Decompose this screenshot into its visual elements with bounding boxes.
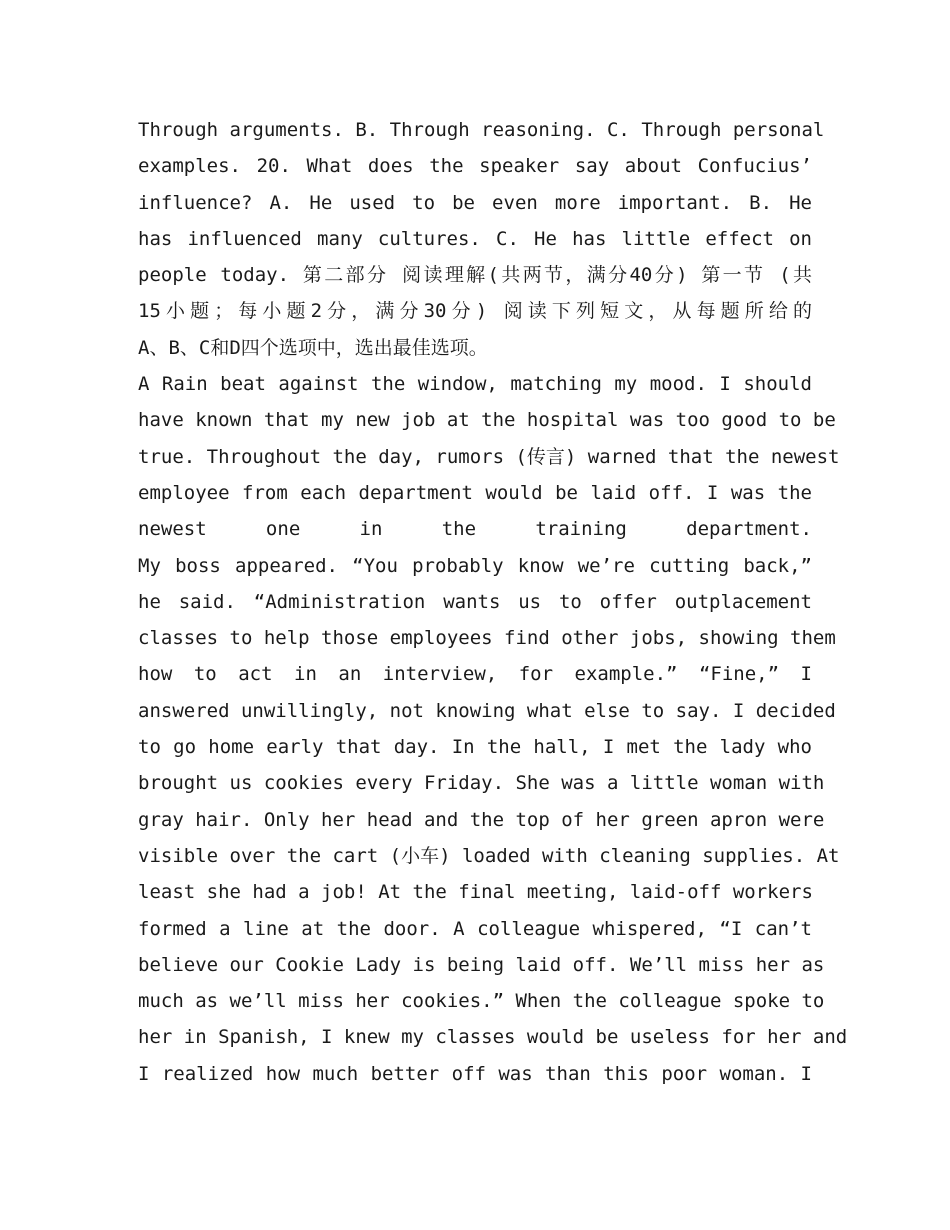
text-line: classes to help those employees find other jobs, showing them	[138, 627, 836, 650]
text-line: how to act in an interview, for example.” “Fine,” I	[138, 663, 812, 686]
text-line: formed a line at the door. A colleague whispered, “I can’t	[138, 917, 812, 940]
text-line: believe our Cookie Lady is being laid off. We’ll miss her as	[138, 953, 825, 976]
text-line: answered unwillingly, not knowing what else to say. I decided	[138, 699, 836, 722]
text-line: he said. “Administration wants us to offer outplacement	[138, 590, 812, 613]
text-line: I realized how much better off was than this poor woman. I	[138, 1062, 812, 1085]
text-line: true. Throughout the day, rumors (传言) warned that the newest	[138, 445, 840, 468]
text-line: have known that my new job at the hospital was too good to be	[138, 409, 836, 432]
text-line: people today. 第二部分 阅读理解(共两节，满分40分) 第一节 (共	[138, 264, 812, 287]
document-body	[138, 112, 848, 1092]
text-line: employee from each department would be laid off. I was the	[138, 481, 812, 504]
text-line: A Rain beat against the window, matching my mood. I should	[138, 373, 812, 396]
text-line: gray hair. Only her head and the top of her green apron were	[138, 808, 825, 831]
text-line: influence? A. He used to be even more important. B. He	[138, 191, 812, 214]
text-line: least she had a job! At the final meeting, laid-off workers	[138, 881, 813, 904]
text-line: Through arguments. B. Through reasoning. C. Through personal	[138, 119, 825, 141]
text-line: A、B、C和D四个选项中，选出最佳选项。	[138, 336, 488, 359]
text-line: 15小题；每小题2分，满分30分) 阅读下列短文，从每题所给的	[138, 300, 812, 323]
text-line: examples. 20. What does the speaker say about Confucius’	[138, 155, 812, 178]
text-line: her in Spanish, I knew my classes would be useless for her and	[138, 1026, 848, 1049]
text-line: much as we’ll miss her cookies.” When the colleague spoke to	[138, 990, 825, 1013]
text-line: to go home early that day. In the hall, I met the lady who	[138, 736, 812, 759]
text-line: My boss appeared. “You probably know we’re cutting back,”	[138, 554, 812, 577]
text-line: has influenced many cultures. C. He has little effect on	[138, 227, 812, 250]
text-line: brought us cookies every Friday. She was a little woman with	[138, 772, 825, 795]
text-line: visible over the cart (小车) loaded with cleaning supplies. At	[138, 844, 840, 867]
text-line: newest one in the training department.	[138, 518, 812, 541]
